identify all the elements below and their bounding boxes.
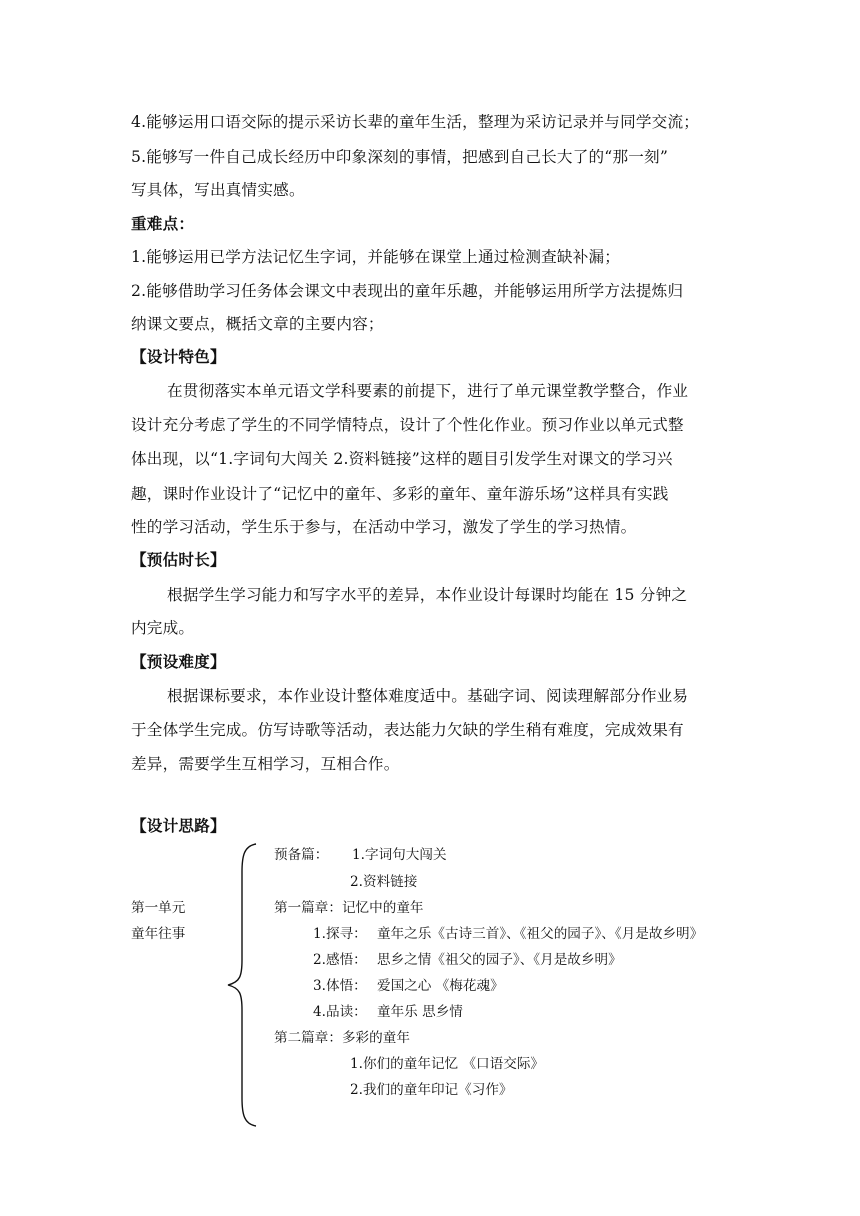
objective-item-5-line-2: 写具体，写出真情实感。 — [131, 181, 305, 199]
chapter-1-item-text: 童年乐 思乡情 — [377, 1004, 463, 1020]
chapter-1-item-label: 2.感悟： — [313, 952, 367, 968]
key-point-2-line-1: 2.能够借助学习任务体会课文中表现出的童年乐趣，并能够运用所学方法提炼归 — [131, 282, 684, 300]
chapter-2-item: 1.你们的童年记忆 《口语交际》 — [350, 1056, 545, 1072]
design-features-line: 设计充分考虑了学生的不同学情特点，设计了个性化作业。预习作业以单元式整 — [131, 416, 684, 434]
objective-item-4: 4.能够运用口语交际的提示采访长辈的童年生活，整理为采访记录并与同学交流； — [131, 113, 700, 131]
chapter-1-item-label: 1.探寻： — [313, 926, 367, 942]
unit-label-line-2: 童年往事 — [131, 926, 186, 942]
key-point-2-line-2: 纳课文要点，概括文章的主要内容； — [131, 315, 384, 333]
prep-item-2: 2.资料链接 — [350, 874, 418, 890]
curly-brace-icon — [222, 842, 262, 1128]
unit-label-line-1: 第一单元 — [131, 900, 186, 916]
estimated-time-line: 根据学生学习能力和写字水平的差异，本作业设计每课时均能在 15 分钟之 — [167, 586, 688, 604]
difficulty-line: 根据课标要求，本作业设计整体难度适中。基础字词、阅读理解部分作业易 — [167, 687, 689, 705]
design-features-line: 体出现，以“1.字词句大闯关 2.资料链接”这样的题目引发学生对课文的学习兴 — [131, 450, 673, 468]
chapter-1-item-text: 爱国之心 《梅花魂》 — [377, 978, 504, 994]
difficulty-line: 于全体学生完成。仿写诗歌等活动，表达能力欠缺的学生稍有难度，完成效果有 — [131, 721, 684, 739]
chapter-1-item-label: 4.品读： — [313, 1004, 367, 1020]
difficulty-line: 差异，需要学生互相学习，互相合作。 — [131, 755, 400, 773]
design-features-line: 趣，课时作业设计了“记忆中的童年、多彩的童年、童年游乐场”这样具有实践 — [131, 485, 669, 503]
prep-item-1: 1.字词句大闯关 — [352, 847, 447, 863]
chapter-1-item-text: 思乡之情《祖父的园子》、《月是故乡明》 — [377, 952, 622, 968]
chapter-1-item-text: 童年之乐《古诗三首》、《祖父的园子》、《月是故乡明》 — [377, 926, 704, 942]
chapter-1-item-label: 3.体悟： — [313, 978, 367, 994]
difficulty-heading: 【预设难度】 — [131, 652, 226, 671]
prep-label: 预备篇： — [274, 847, 329, 863]
design-features-heading: 【设计特色】 — [131, 347, 226, 366]
key-points-heading: 重难点： — [131, 214, 195, 233]
chapter-1-title: 第一篇章：记忆中的童年 — [274, 900, 424, 916]
design-features-line: 性的学习活动，学生乐于参与，在活动中学习，激发了学生的学习热情。 — [131, 518, 637, 536]
key-point-1: 1.能够运用已学方法记忆生字词，并能够在课堂上通过检测查缺补漏； — [131, 248, 621, 266]
design-features-line: 在贯彻落实本单元语文学科要素的前提下，进行了单元课堂教学整合，作业 — [167, 382, 689, 400]
chapter-2-item: 2.我们的童年印记《习作》 — [350, 1082, 513, 1098]
estimated-time-heading: 【预估时长】 — [131, 550, 226, 569]
design-approach-heading: 【设计思路】 — [131, 816, 226, 835]
objective-item-5-line-1: 5.能够写一件自己成长经历中印象深刻的事情，把感到自己长大了的“那一刻” — [131, 148, 669, 166]
estimated-time-line: 内完成。 — [131, 619, 195, 637]
chapter-2-title: 第二篇章：多彩的童年 — [274, 1030, 410, 1046]
